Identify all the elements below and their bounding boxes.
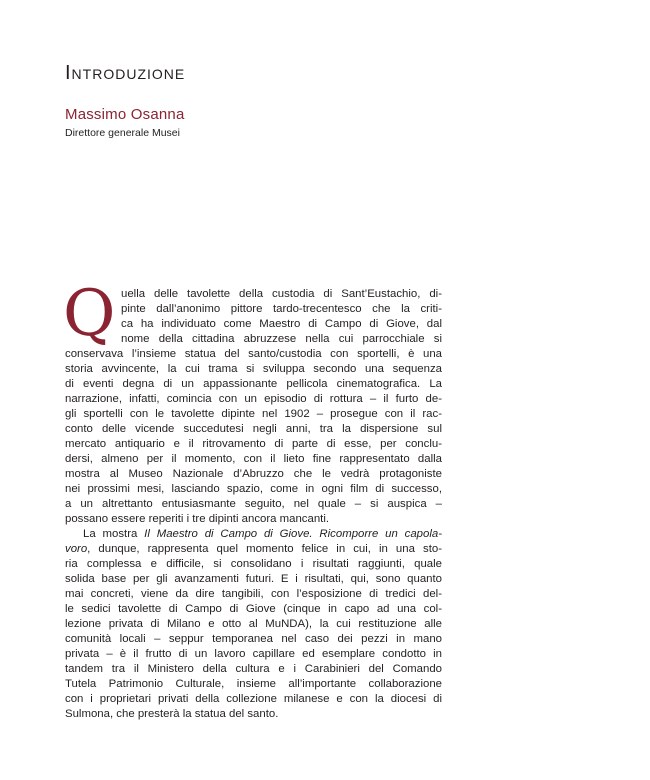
text-line: con i proprietari privati della collezione milanese e con la diocesi di <box>65 693 442 705</box>
paragraph-1 <box>63 277 442 527</box>
text-line: gli sportelli con le tavolette dipinte nel 1902 – prosegue con il rac- <box>65 408 442 420</box>
text-line: solida base per gli avanzamenti futuri. E i risultati, qui, sono quanto <box>65 573 442 585</box>
text-line: ria complessa e difficile, si consolidano i risultati raggiunti, quale <box>65 558 442 570</box>
text-run: La mostra <box>83 528 145 540</box>
exhibition-title-end: voro <box>65 543 88 555</box>
text-line: ca ha individuato come Maestro di Campo di Giove, dal <box>121 318 442 330</box>
text-line: uella delle tavolette della custodia di Sant’Eustachio, di- <box>121 288 442 300</box>
text-line: privata – è il frutto di un lavoro capillare ed esemplare condotto in <box>65 648 442 660</box>
text-line: Tutela Patrimonio Culturale, insieme all’importante collaborazione <box>65 678 442 690</box>
text-line: conto delle vicende succedutesi negli anni, tra la dispersione sul <box>65 423 442 435</box>
author-name: Massimo Osanna <box>65 106 185 123</box>
text-line: mostra al Museo Nazionale d’Abruzzo che le vedrà protagoniste <box>65 468 442 480</box>
text-line: di eventi degna di un appassionante pellicola cinematografica. La <box>65 378 442 390</box>
exhibition-title: Il Maestro di Campo di Giove. Ricomporre un capola- <box>144 528 442 540</box>
text-line: le sedici tavolette di Campo di Giove (cinque in capo ad una col- <box>65 603 442 615</box>
text-run: , dunque, rappresenta quel momento felice in cui, in una sto- <box>87 543 442 555</box>
text-line: nei prossimi mesi, lasciando spazio, come in ogni film di successo, <box>65 483 442 495</box>
text-line: tandem tra il Ministero della cultura e i Carabinieri del Comando <box>65 663 442 675</box>
text-line: Sulmona, che presterà la statua del santo. <box>65 708 279 720</box>
page-title: Introduzione <box>65 62 186 84</box>
drop-cap: Q <box>63 277 116 351</box>
text-line: dersi, almeno per il momento, con il lieto fine rappresentato dalla <box>65 453 442 465</box>
text-line: conservava l’insieme statua del santo/custodia con sportelli, è una <box>65 348 442 360</box>
body-text <box>63 277 442 722</box>
text-line <box>65 542 442 557</box>
text-line: storia avvincente, la cui trama si sviluppa secondo una sequenza <box>65 363 442 375</box>
text-line <box>65 527 442 542</box>
text-line: mercato antiquario e il ritrovamento di parte di esse, per conclu- <box>65 438 442 450</box>
text-line: narrazione, infatti, comincia con un episodio di rottura – il furto de- <box>65 393 442 405</box>
text-line: lezione privata di Milano e otto al MuNDA), la cui restituzione alle <box>65 618 442 630</box>
text-line: a un altrettanto entusiasmante seguito, nel quale – si auspica – <box>65 498 442 510</box>
author-role: Direttore generale Musei <box>65 127 180 139</box>
text-line: mai concreti, viene da dire tangibili, con l’esposizione di tredici del- <box>65 588 442 600</box>
paragraph-2 <box>65 527 442 722</box>
text-line: nome della cittadina abruzzese nella cui parrocchiale si <box>121 333 442 345</box>
text-line: comunità locali – seppur temporanea nel caso dei pezzi in mano <box>65 633 442 645</box>
text-line: possano essere reperiti i tre dipinti ancora mancanti. <box>65 513 330 525</box>
text-line: pinte dall’anonimo pittore tardo-trecentesco che la criti- <box>121 303 442 315</box>
